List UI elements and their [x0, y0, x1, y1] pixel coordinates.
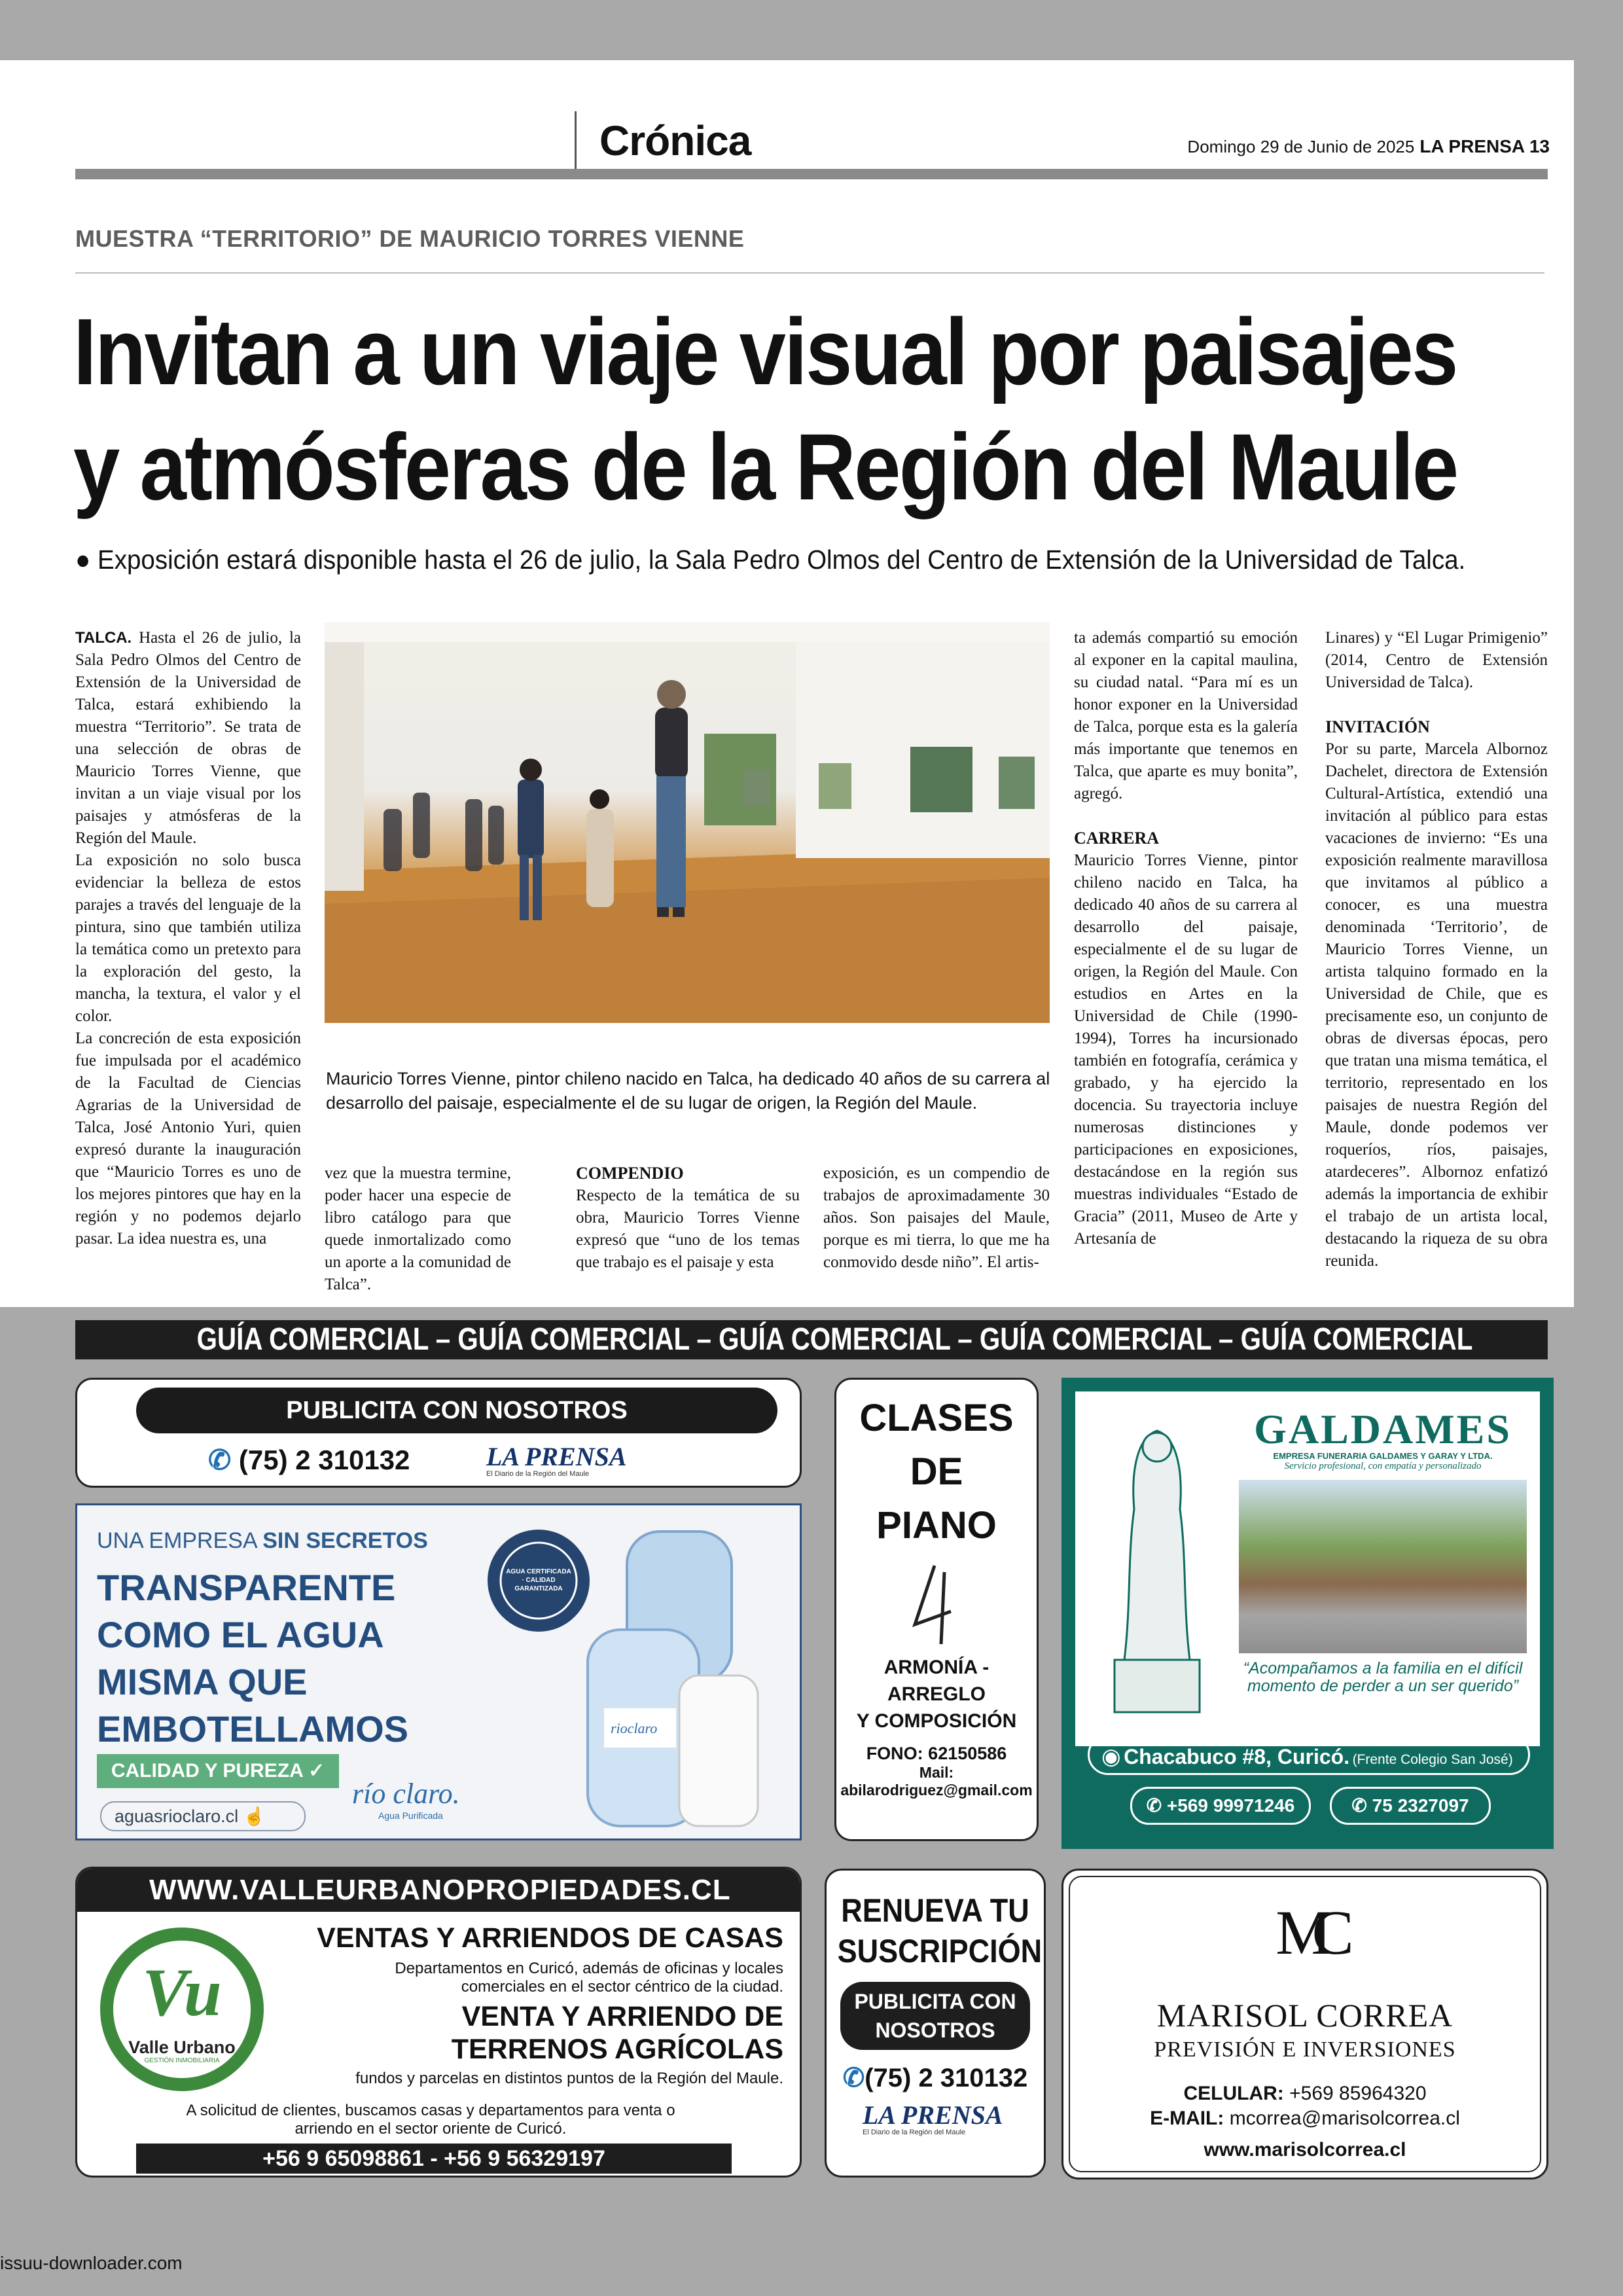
valle-logo-sub: GESTIÓN INMOBILIARIA [144, 2057, 220, 2064]
kicker-rule [75, 272, 1544, 274]
marisol-name: MARISOL CORREA [1156, 1997, 1454, 2034]
marisol-subtitle: PREVISIÓN E INVERSIONES [1154, 2037, 1456, 2062]
piano-service-1: ARMONÍA - [883, 1657, 990, 1678]
source-watermark: issuu-downloader.com [0, 2253, 183, 2273]
dateline: TALCA. [75, 629, 132, 647]
galdames-phone-1-text: +569 99971246 [1166, 1795, 1295, 1816]
section-heading-invitacion: INVITACIÓN [1325, 717, 1430, 736]
galdames-address [1088, 1734, 1530, 1775]
la-prensa-logo-text: LA PRENSA [486, 1442, 627, 1471]
article-column-3 [576, 1162, 800, 1274]
article-column-6 [1325, 627, 1548, 1272]
subhead-text: Exposición estará disponible hasta el 26 de julio, la Sala Pedro Olmos del Centro de Extensión de la Universidad de Talca. [97, 545, 1466, 575]
galdames-phone-2-text: 75 2327097 [1372, 1795, 1469, 1816]
renueva-pill[interactable]: PUBLICITA CON NOSOTROS [840, 1982, 1030, 2050]
page-date-header [1187, 136, 1550, 157]
piano-mail-label: Mail: [919, 1764, 954, 1781]
article-column-4 [823, 1162, 1050, 1274]
piano-title-3: PIANO [876, 1504, 997, 1547]
section-divider [575, 111, 577, 169]
renueva-title-1: RENUEVA TU [841, 1892, 1029, 1929]
slogan-line-4: EMBOTELLAMOS [97, 1708, 408, 1749]
phone-icon: ✆ [1351, 1795, 1367, 1816]
valle-text-1: Departamentos en Curicó, además de oficinas y locales comerciales en el sector céntrico de la ciudad. [395, 1960, 783, 1996]
ad-clases-piano[interactable] [834, 1378, 1039, 1841]
section-heading-carrera: CARRERA [1074, 829, 1159, 848]
galdames-sub-1: EMPRESA FUNERARIA GALDAMES Y GARAY Y LTDA. [1273, 1451, 1493, 1461]
piano-mail[interactable]: abilarodriguez@gmail.com [840, 1782, 1033, 1799]
valle-text-3: A solicitud de clientes, buscamos casas y departamentos para venta o arriendo en el sector oriente de Curicó. [186, 2102, 675, 2138]
phone-icon: ✆ [208, 1444, 232, 1475]
galdames-name: GALDAMES [1254, 1406, 1512, 1452]
rioclaro-tagline-2: SIN SECRETOS [262, 1528, 428, 1553]
galdames-header [1232, 1408, 1533, 1472]
ad-valle-urbano[interactable] [75, 1867, 802, 2178]
galdames-panel [1073, 1390, 1542, 1748]
headline-line-1: Invitan a un viaje visual por paisajes [73, 299, 1457, 404]
col5-paragraph-1: ta además compartió su emoción al exponer en la capital maulina, su ciudad natal. “Para mí es un honor exponer en la Universidad de Talca, porque esta es la galería más importante que tenemos en Talca, que aparte es muy bonita”, agregó. [1074, 629, 1298, 802]
valle-urbano-logo [100, 1928, 264, 2091]
piano-title [836, 1391, 1037, 1552]
col1-paragraph-2: La exposición no solo busca evidenciar la belleza de estos parajes a través del lenguaje de la pintura, sino que también utiliza la temática como un pretexto para la exploración del gesto, la mancha, la textura, el valor y el color. [75, 852, 301, 1025]
renueva-title-2: SUSCRIPCIÓN [837, 1933, 1043, 1969]
publicita-title: PUBLICITA CON NOSOTROS [136, 1388, 777, 1433]
piano-title-2: DE [910, 1450, 963, 1493]
valle-heading-1: VENTAS Y ARRIENDOS DE CASAS [317, 1922, 783, 1954]
piano-services [836, 1654, 1037, 1734]
marisol-mail[interactable]: mcorrea@marisolcorrea.cl [1229, 2108, 1460, 2129]
renueva-phone: (75) 2 310132 [865, 2064, 1028, 2092]
headline-line-2: y atmósferas de la Región del Maule [73, 414, 1457, 520]
renueva-logo-sub: El Diario de la Región del Maule [863, 2128, 966, 2136]
article-column-2 [325, 1162, 511, 1296]
piano-service-3: Y COMPOSICIÓN [856, 1710, 1017, 1732]
marisol-cel: +569 85964320 [1289, 2083, 1427, 2104]
guia-comercial-text: GUÍA COMERCIAL – GUÍA COMERCIAL – GUÍA COMERCIAL – GUÍA COMERCIAL – GUÍA COMERCIAL [196, 1322, 1473, 1357]
article-column-5 [1074, 627, 1298, 1250]
col2-paragraph: vez que la muestra termine, poder hacer una especie de libro catálogo para que quede inmortalizado como un aporte a la comunidad de Talca”. [325, 1164, 511, 1293]
ad-rio-claro[interactable] [75, 1503, 802, 1840]
slogan-line-1: TRANSPARENTE [97, 1567, 396, 1608]
whatsapp-icon: ✆ [1146, 1795, 1162, 1816]
col4-paragraph: exposición, es un compendio de trabajos de aproximadamente 30 años. Son paisajes del Maule, porque es mi tierra, lo que me ha conmovido desde niño”. El artis- [823, 1164, 1050, 1271]
col1-paragraph-3: La concreción de esta exposición fue impulsada por el académico de la Facultad de Ciencias Agrarias de la Universidad de Talca, José Antonio Yuri, quien expresó durante la inauguración que “Mauricio Torres es uno de los mejores pintores que hay en la región y no podemos dejarlo pasar. La idea nuestra es, una [75, 1030, 301, 1247]
article-column-1 [75, 627, 301, 1250]
gallery-photo-illustration [325, 622, 1050, 1023]
galdames-address-note: (Frente Colegio San José) [1352, 1752, 1513, 1767]
phone-icon: ✆ [842, 2064, 865, 2092]
quality-badge [97, 1754, 339, 1788]
rioclaro-url[interactable] [100, 1801, 306, 1831]
rioclaro-slogan [97, 1564, 408, 1753]
col6-paragraph-1: Linares) y “El Lugar Primigenio” (2014, Centro de Extensión Universidad de Talca). [1325, 629, 1548, 691]
check-icon: ✓ [308, 1760, 325, 1782]
rioclaro-brand-name: río claro. [352, 1778, 460, 1810]
renueva-phone-line [827, 2063, 1044, 2093]
location-pin-icon: ◉ [1101, 1744, 1121, 1769]
galdames-address-text: Chacabuco #8, Curicó. [1124, 1745, 1350, 1768]
la-prensa-logo [486, 1444, 627, 1478]
slogan-line-2: COMO EL AGUA [97, 1614, 384, 1655]
valle-text-2: fundos y parcelas en distintos puntos de la Región del Maule. [355, 2070, 783, 2087]
galdames-quote: “Acompañamos a la familia en el difícil momento de perder a un ser querido” [1243, 1659, 1523, 1695]
publicita-phone: (75) 2 310132 [238, 1444, 410, 1475]
piano-service-2: ARREGLO [887, 1683, 986, 1705]
la-prensa-logo-sub: El Diario de la Región del Maule [486, 1470, 590, 1478]
rioclaro-tagline [97, 1528, 428, 1554]
cursor-icon: ☝ [243, 1806, 266, 1826]
section-heading-compendio: COMPENDIO [576, 1164, 684, 1183]
rioclaro-brand [352, 1777, 460, 1821]
signature-logo-icon [836, 1552, 1041, 1651]
marisol-web[interactable]: www.marisolcorrea.cl [1204, 2139, 1406, 2161]
article-headline [73, 295, 1457, 525]
col1-paragraph-1: Hasta el 26 de julio, la Sala Pedro Olmos del Centro de Extensión de la Universidad de Talca, estará exhibiendo la muestra “Territorio”. Se trata de una selección de obras de Mauricio Torres Vienne, que invitan a un viaje visual por los paisajes y atmósferas de la Región del Maule. [75, 629, 301, 847]
marisol-monogram: MC [1275, 1897, 1334, 1967]
photo-caption: Mauricio Torres Vienne, pintor chileno nacido en Talca, ha dedicado 40 años de su carrera al desarrollo del paisaje, especialmente el de su lugar de origen, la Región del Maule. [326, 1069, 1050, 1113]
rioclaro-tagline-1: UNA EMPRESA [97, 1528, 257, 1553]
marisol-mail-label: E-MAIL: [1150, 2108, 1224, 2129]
col6-paragraph-2: Por su parte, Marcela Albornoz Dachelet, directora de Extensión Cultural-Artística, extendió una invitación al público para estas vacaciones de invierno: “Es una exposición realmente maravillosa que invitamos al público a conocer, es una muestra denominada ‘Territorio’, de Mauricio Torres Vienne, un artista talquino formado en la Universidad de Chile, que es precisamente eso, un conjunto de obras de diversas épocas, pero que tratan una misma temática, el territorio, representado en los paisajes de nuestra Región del Maule, donde podemos ver roqueríos, ríos, paisajes, atardeceres”. Albornoz enfatizó además la importancia de exhibir el trabajo de un artista local, destacando la riqueza de su obra reunida. [1325, 740, 1548, 1270]
guia-comercial-band [75, 1320, 1548, 1359]
funeral-home-photo [1239, 1480, 1527, 1653]
valle-logo-mark: Vu [142, 1955, 222, 2030]
water-bottle-illustration [483, 1518, 784, 1833]
valle-copy [286, 1922, 783, 2088]
certification-seal: AGUA CERTIFICADA · CALIDAD GARANTIZADA [506, 1568, 571, 1592]
galdames-sub-2: Servicio profesional, con empatía y personalizado [1284, 1461, 1482, 1471]
valle-phones[interactable]: +56 9 65098861 - +56 9 56329197 [136, 2144, 732, 2174]
rioclaro-brand-sub: Agua Purificada [378, 1810, 443, 1821]
col3-paragraph: Respecto de la temática de su obra, Mauricio Torres Vienne expresó que “uno de los temas que trabajo es el paisaje y esta [576, 1187, 800, 1271]
ad-renueva-suscripcion[interactable] [825, 1869, 1046, 2178]
quality-badge-text: CALIDAD Y PUREZA [111, 1760, 303, 1782]
header-rule [75, 169, 1548, 179]
article-subhead: ● Exposición estará disponible hasta el 26 de julio, la Sala Pedro Olmos del Centro de Extensión de la Universidad de Talca. [75, 545, 1466, 575]
renueva-la-prensa-logo [863, 2102, 1044, 2136]
article-kicker: MUESTRA “TERRITORIO” DE MAURICIO TORRES VIENNE [75, 225, 745, 252]
valle-heading-2b: TERRENOS AGRÍCOLAS [451, 2034, 783, 2065]
col5-paragraph-2: Mauricio Torres Vienne, pintor chileno nacido en Talca, ha dedicado 40 años de su carrera al desarrollo del paisaje, especialmente el de su lugar de origen, la Región del Maule. Con estudios en Artes en la Universidad de Chile (1990-1994), Torres ha incursionado también en fotografía, cerámica y grabado, y ha ejercido la docencia. Su trayectoria incluye numerosas distinciones y participaciones en exposiciones, destacándose en la región sus muestras individuales “Estado de Gracia” (2011, Museo de Arte y Artesanía de [1074, 852, 1298, 1247]
statue-illustration [1101, 1411, 1213, 1719]
marisol-cel-label: CELULAR: [1183, 2083, 1284, 2104]
piano-title-1: CLASES [859, 1397, 1014, 1439]
renueva-title [837, 1890, 1043, 1971]
ad-publicita[interactable] [75, 1378, 802, 1488]
slogan-line-3: MISMA QUE [97, 1661, 308, 1702]
valle-logo-name: Valle Urbano [128, 2037, 236, 2057]
gallery-photo [325, 622, 1050, 1023]
issue-date: Domingo 29 de Junio de 2025 [1187, 137, 1415, 156]
section-title: Crónica [599, 117, 751, 164]
ad-galdames[interactable] [1061, 1378, 1554, 1849]
publicita-phone-line [208, 1444, 410, 1476]
ad-marisol-correa[interactable] [1061, 1869, 1548, 2179]
rioclaro-url-text: aguasrioclaro.cl [115, 1806, 239, 1826]
galdames-phone-1[interactable] [1130, 1787, 1311, 1825]
renueva-logo-text: LA PRENSA [863, 2100, 1003, 2130]
galdames-phone-2[interactable] [1330, 1787, 1491, 1825]
marisol-contacts [1063, 2081, 1546, 2162]
paper-page-number: LA PRENSA 13 [1419, 136, 1550, 156]
piano-phone: FONO: 62150586 [866, 1744, 1007, 1763]
valle-url[interactable]: WWW.VALLEURBANOPROPIEDADES.CL [77, 1869, 800, 1912]
valle-heading-2a: VENTA Y ARRIENDO DE [461, 2001, 783, 2032]
bottle-label: rioclaro [611, 1720, 658, 1736]
